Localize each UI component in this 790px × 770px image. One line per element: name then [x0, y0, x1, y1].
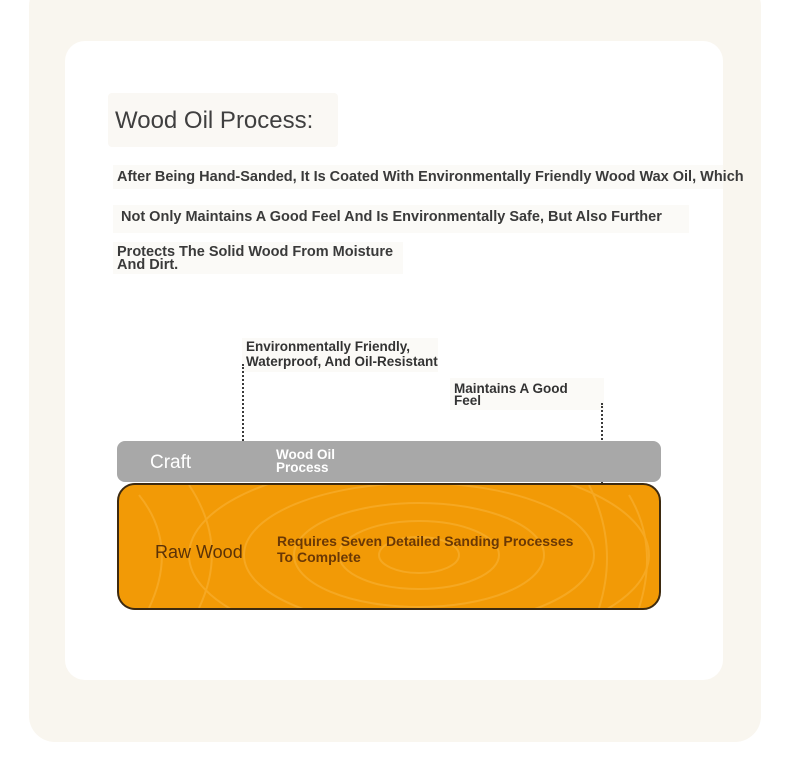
annotation-feel-line-2: Feel	[454, 393, 482, 408]
description-line-3b: And Dirt.	[117, 257, 179, 273]
wood-oil-line-1: Wood Oil	[276, 447, 335, 462]
craft-layer-bar	[117, 441, 661, 482]
description-line-2: Not Only Maintains A Good Feel And Is Environmentally Safe, But Also Further	[121, 209, 662, 225]
sanding-line-2: To Complete	[277, 549, 361, 565]
wood-oil-line-2: Process	[276, 460, 329, 475]
description-line-1: After Being Hand-Sanded, It Is Coated With Environmentally Friendly Wood Wax Oil, Which	[117, 169, 744, 185]
annotation-feel-line-1: Maintains A Good	[454, 381, 568, 396]
sanding-line-1: Requires Seven Detailed Sanding Processes	[277, 533, 574, 549]
annotation-eco-line-2: Waterproof, And Oil-Resistant	[246, 354, 438, 369]
sanding-process-label	[277, 533, 573, 565]
wood-oil-process-label	[276, 448, 335, 474]
annotation-eco-line-1: Environmentally Friendly,	[246, 339, 411, 354]
page-title: Wood Oil Process:	[115, 107, 314, 134]
craft-label: Craft	[150, 452, 192, 473]
raw-wood-label: Raw Wood	[155, 542, 243, 562]
description-line-3a: Protects The Solid Wood From Moisture	[117, 244, 394, 260]
